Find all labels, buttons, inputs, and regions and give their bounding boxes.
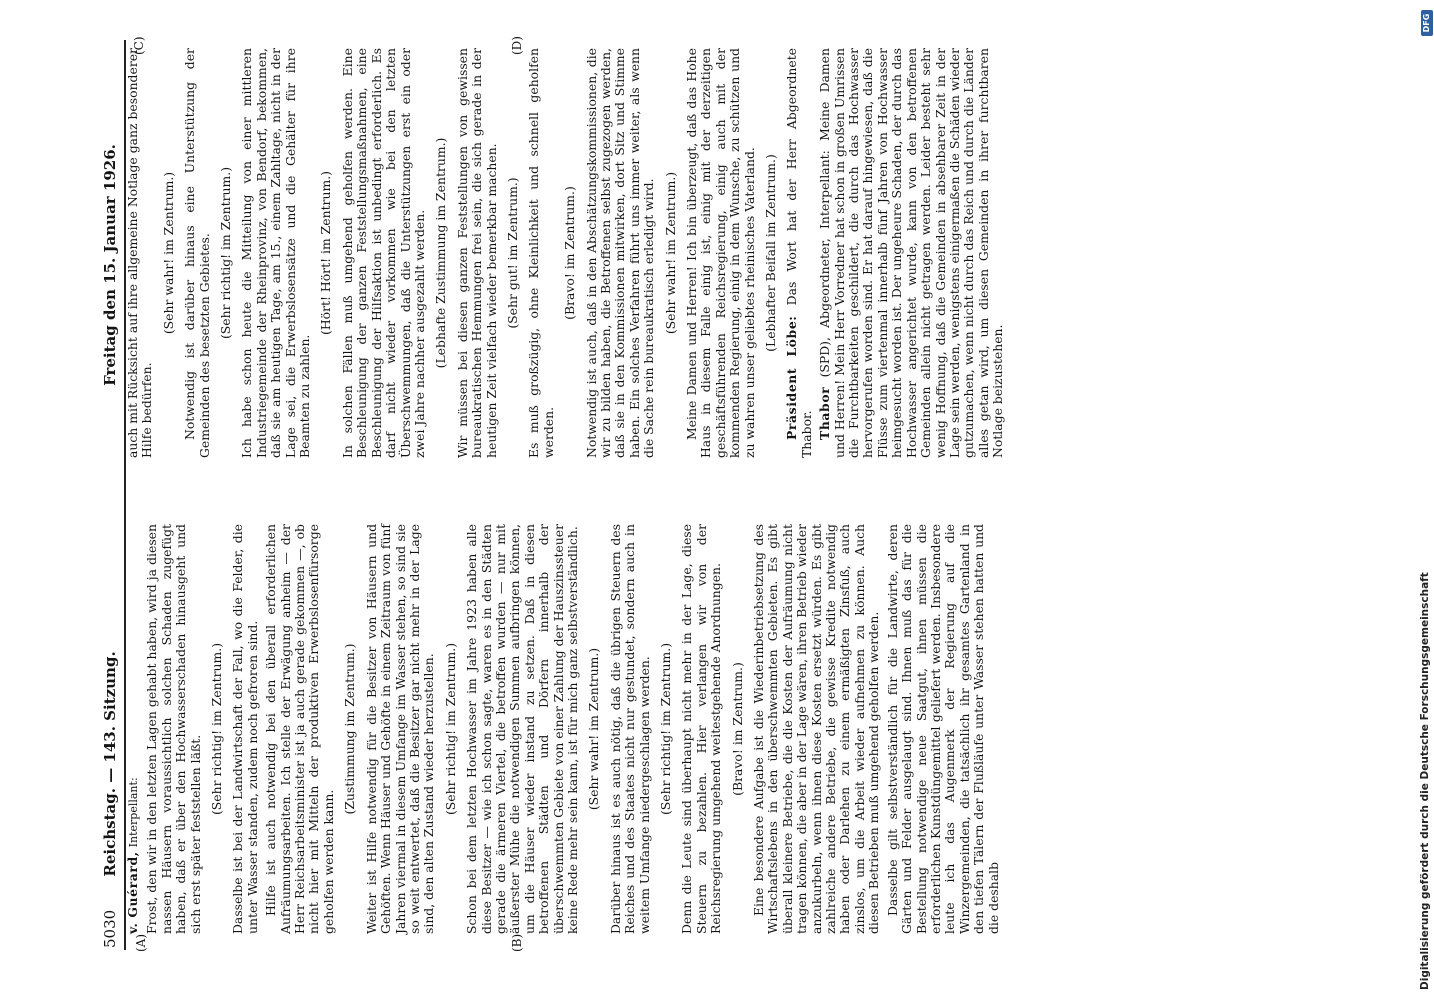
- right-column: [126, 48, 1036, 458]
- dfg-logo-text: DFG: [1422, 13, 1431, 33]
- margin-letter-b: (B): [510, 933, 524, 952]
- paragraph: Notwendig ist darüber hinaus eine Unterstützung der Gemeinden des besetzten Gebietes.: [182, 48, 212, 458]
- rotated-page: [90, 36, 1320, 952]
- president-name: Präsident Löbe:: [784, 315, 800, 440]
- interjection: (Zustimmung im Zentrum.): [342, 643, 358, 815]
- digitization-note-text: Digitalisierung gefördert durch die Deutsche Forschungsgemeinschaft: [1419, 572, 1431, 990]
- speaker-name: v. Guérard,: [125, 851, 140, 934]
- left-column: [126, 524, 1036, 934]
- digitization-note: [1417, 10, 1433, 990]
- interjection: (Sehr richtig! im Zentrum.): [209, 642, 225, 816]
- paragraph: In solchen Fällen muß umgehend geholfen werden. Eine Beschleunigung der ganzen Feststellungsmaßnahmen, eine Beschleunigung der Hilfsaktion ist unbedingt erforderlich. Es darf nicht wieder vorkommen wie bei den letzten Überschwemmungen, daß die Unterstützungen erst ein oder zwei Jahre nachher ausgezahlt werden.: [339, 48, 427, 458]
- paragraph: Schon bei dem letzten Hochwasser im Jahre 1923 haben alle diese Besitzer — wie ich schon sagte, waren es in den Städten gerade die ärmeren Viertel, die betroffen wurden — nur mit äußerster Mühe die notwendigen Summen aufbringen können, um die Häuser wieder instand zu setzen. Daß in diesen betroffenen Städten und Dörfern innerhalb der überschwemmten Gebiete von einer Zahlung der Hauszinssteuer keine Rede mehr sein kann, ist für mich ganz selbstverständlich.: [464, 524, 580, 934]
- interjection: (Sehr wahr! im Zentrum.): [662, 171, 678, 335]
- paragraph: Eine besondere Aufgabe ist die Wiederinbetriebsetzung des Wirtschaftslebens in den überschwemmten Gebieten. Es gibt überall kleinere Betriebe, die die Kosten der Aufräumung nicht tragen können, die aber in der Lage wären, ihren Betrieb wieder anzukurbeln, wenn ihnen diese Kosten ersetzt würden. Es gibt zahlreiche andere Betriebe, die gewisse Kredite notwendig haben oder Darlehen zu einem ermäßigten Zinsfuß, auch zinslos, um die Arbeit wieder aufnehmen zu können. Auch diesen Betrieben muß umgehend geholfen werden.: [751, 524, 882, 934]
- interjection: (Sehr richtig! im Zentrum.): [218, 166, 234, 340]
- paragraph: auch mit Rücksicht auf ihre allgemeine Notlage ganz besonderer Hilfe bedürfen.: [125, 48, 155, 458]
- paragraph: Dasselbe ist bei der Landwirtschaft der Fall, wo die Felder, die unter Wasser standen, zudem noch gefroren sind.: [230, 524, 260, 934]
- speaker2-name: Thabor: [817, 386, 833, 440]
- interjection: (Sehr wahr! im Zentrum.): [160, 171, 176, 335]
- interjection: (Bravo! im Zentrum.): [562, 186, 578, 320]
- margin-letter-c: (C): [132, 36, 146, 55]
- interjection: (Lebhafter Beifall im Zentrum.): [763, 154, 779, 352]
- paragraph: Notwendig ist auch, daß in den Abschätzungskommissionen, die wir zu bilden haben, die Betroffenen selbst zugezogen werden, daß sie in den Kommissionen mitwirken, dort Sitz und Stimme haben. Ein solches Verfahren führt uns immer weiter, als wenn die Sache rein bureaukratisch erledigt wird.: [583, 48, 657, 458]
- interjection: (Sehr gut! im Zentrum.): [504, 177, 520, 329]
- speaker2-text: (SPD), Abgeordneter, Interpellant: Meine Damen und Herren! Mein Herr Vorredner hat schon in großen Umrissen die Furchtbarkeiten geschildert, die durch das Hochwasser hervorgerufen worden sind. Er hat darauf hingewiesen, daß die Flüsse zum viertenmal innerhalb fünf Jahren von Hochwasser heimgesucht worden ist. Der ungeheure Schaden, der durch das Hochwasser angerichtet wurde, kann von den betroffenen Gemeinden allein nicht getragen werden. Leider besteht sehr wenig Hoffnung, daß die Gemeinden in absehbarer Zeit in der Lage sein werden, wenigstens einigermaßen die Schäden wieder gutzumachen, wenn nicht durch das Reich und durch die Länder alles getan wird, um diesen Gemeinden in ihrer furchtbaren Notlage beizustehen.: [817, 48, 1006, 458]
- paragraph: Dasselbe gilt selbstverständlich für die Landwirte, deren Gärten und Felder ausgelaugt sind. Ihnen muß das für die Bestellung notwendige neue Saatgut, ihnen müssen die erforderlichen Kunstdüngemittel geliefert werden. Insbesondere leute ich das Augenmerk der Regierung auf die Winzergemeinden, die tatsächlich ihr gesamtes Gartenland in den tiefen Tälern der Flußläufe unter Wasser stehen hatten und die deshalb: [884, 524, 1001, 934]
- interjection: (Hört! Hört! im Zentrum.): [318, 171, 334, 335]
- header-left-title: Reichstag. — 143. Sitzung.: [101, 651, 119, 877]
- margin-letter-a: (A): [134, 933, 148, 952]
- paragraph: Denn die Leute sind überhaupt nicht mehr in der Lage, diese Steuern zu bezahlen. Hier verlangen wir von der Reichsregierung umgehend weitestgehende Anordnungen.: [679, 524, 724, 934]
- paragraph: Frost, den wir in den letzten Lagen gehabt haben, wird ja diesen nassen Häusern voraussichtlich solchen Schaden zugefügt haben, daß er über den Hochwasserschaden hinausgeht und sich erst später feststellen läßt.: [144, 524, 203, 934]
- interjection: (Sehr richtig! im Zentrum.): [658, 642, 673, 816]
- page-header: [90, 40, 126, 950]
- interjection: (Bravo! im Zentrum.): [729, 662, 745, 796]
- paragraph: Wir müssen bei diesen ganzen Feststellungen von gewissen bureaukratischen Hemmungen frei sein, die sich gerade in der heutigen Zeit vielfach wieder bemerkbar machen.: [454, 48, 499, 458]
- paragraph: Hilfe ist auch notwendig bei den überall erforderlichen Aufräumungsarbeiten. Ich stelle der Erwägung anheim — der Herr Reichsarbeitsminister ist ja auch gerade gekommen —, ob nicht hier mit Mitteln der produktiven Erwerbslosenfürsorge geholfen werden kann.: [263, 524, 336, 934]
- interjection: (Lebhafte Zustimmung im Zentrum.): [433, 137, 449, 369]
- paragraph: Darüber hinaus ist es auch nötig, daß die übrigen Steuern des Reiches und des Staates nicht nur gestundet, sondern auch in weitem Umfange niedergeschlagen werden.: [607, 524, 652, 934]
- margin-letter-d: (D): [510, 36, 524, 55]
- page-number: 5030: [101, 909, 119, 948]
- speaker-line: [126, 524, 141, 934]
- interjection: (Sehr wahr! im Zentrum.): [586, 647, 602, 811]
- speaker-role: Interpellant:: [127, 777, 140, 848]
- header-center-title: Freitag den 15. Januar 1926.: [101, 144, 119, 386]
- paragraph: Es muß großzügig, ohne Kleinlichkeit und schnell geholfen werden.: [526, 48, 556, 458]
- speaker2-line: [818, 48, 1005, 458]
- page-header-left: [101, 651, 119, 948]
- interjection: (Sehr richtig! im Zentrum.): [442, 642, 458, 816]
- paragraph: Weiter ist Hilfe notwendig für die Besitzer von Häusern und Gehöften. Wenn Häuser und Gehöfte in einem Zeitraum von fünf Jahren viermal in diesem Umfange im Wasser stehen, so sind sie so weit entwertet, daß die Besitzer gar nicht mehr in der Lage sind, den alten Zustand wieder herzustellen.: [363, 524, 437, 934]
- paragraph: Meine Damen und Herren! Ich bin überzeugt, daß das Hohe Haus in diesem Falle einig ist, einig mit der derzeitigen geschäftsführenden Reichsregierung, einig auch mit der kommenden Regierung, einig in dem Wunsche, zu schützen und zu wahren unser geliebtes rheinisches Vaterland.: [684, 48, 757, 458]
- paragraph: Ich habe schon heute die Mitteilung von einer mittleren Industriegemeinde der Rheinprovinz, von Bendorf, bekommen, daß sie am heutigen Tage, am 15., einem Zahltage, nicht in der Lage sei, die Erwerbslosensätze und die Gehälter für ihre Beamten zu zahlen.: [239, 48, 313, 458]
- president-text: Das Wort hat der Herr Abgeordnete Thabor.: [784, 47, 814, 458]
- president-line: [785, 48, 814, 458]
